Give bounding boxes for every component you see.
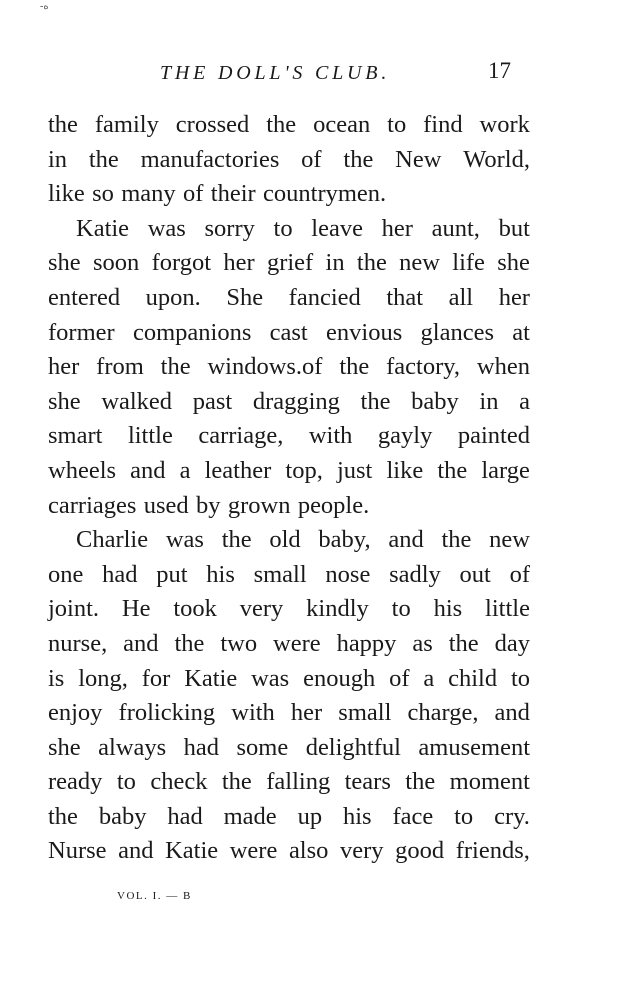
text-line: entered upon. She fancied that all her [48, 283, 530, 311]
text-line: the family crossed the ocean to find work [48, 111, 530, 138]
text-line: joint. He took very kindly to his little [48, 595, 530, 623]
text-line: she always had some delightful amusement [48, 733, 530, 761]
text-line: Nurse and Katie were also very good friends, [48, 837, 530, 865]
text-line: she soon forgot her grief in the new life she [48, 249, 530, 277]
text-line: carriages used by grown people. [48, 491, 370, 519]
page-number: 17 [488, 58, 511, 83]
text-line: former companions cast envious glances at [48, 318, 530, 346]
text-line: nurse, and the two were happy as the day [48, 629, 530, 657]
text-line: one had put his small nose sadly out of [48, 560, 530, 588]
corner-mark: -ه [40, 1, 49, 12]
text-line: she walked past dragging the baby in a [48, 387, 530, 415]
text-line: Charlie was the old baby, and the new [76, 526, 530, 554]
text-line: in the manufactories of the New World, [48, 145, 530, 173]
text-line: smart little carriage, with gayly painted [48, 422, 530, 450]
text-line: Katie was sorry to leave her aunt, but [76, 214, 530, 242]
text-line: is long, for Katie was enough of a child to [48, 664, 530, 692]
text-line: wheels and a leather top, just like the large [48, 456, 530, 484]
text-line: like so many of their countrymen. [48, 180, 387, 208]
running-title: THE DOLL'S CLUB. [160, 62, 391, 84]
text-line: the baby had made up his face to cry. [48, 802, 530, 830]
body-text [48, 108, 530, 869]
signature-mark: VOL. I. — B [117, 890, 192, 902]
text-line: enjoy frolicking with her small charge, and [48, 699, 530, 727]
text-line: ready to check the falling tears the moment [48, 768, 530, 796]
running-head [0, 58, 619, 92]
text-line: her from the windows.of the factory, when [48, 353, 530, 381]
